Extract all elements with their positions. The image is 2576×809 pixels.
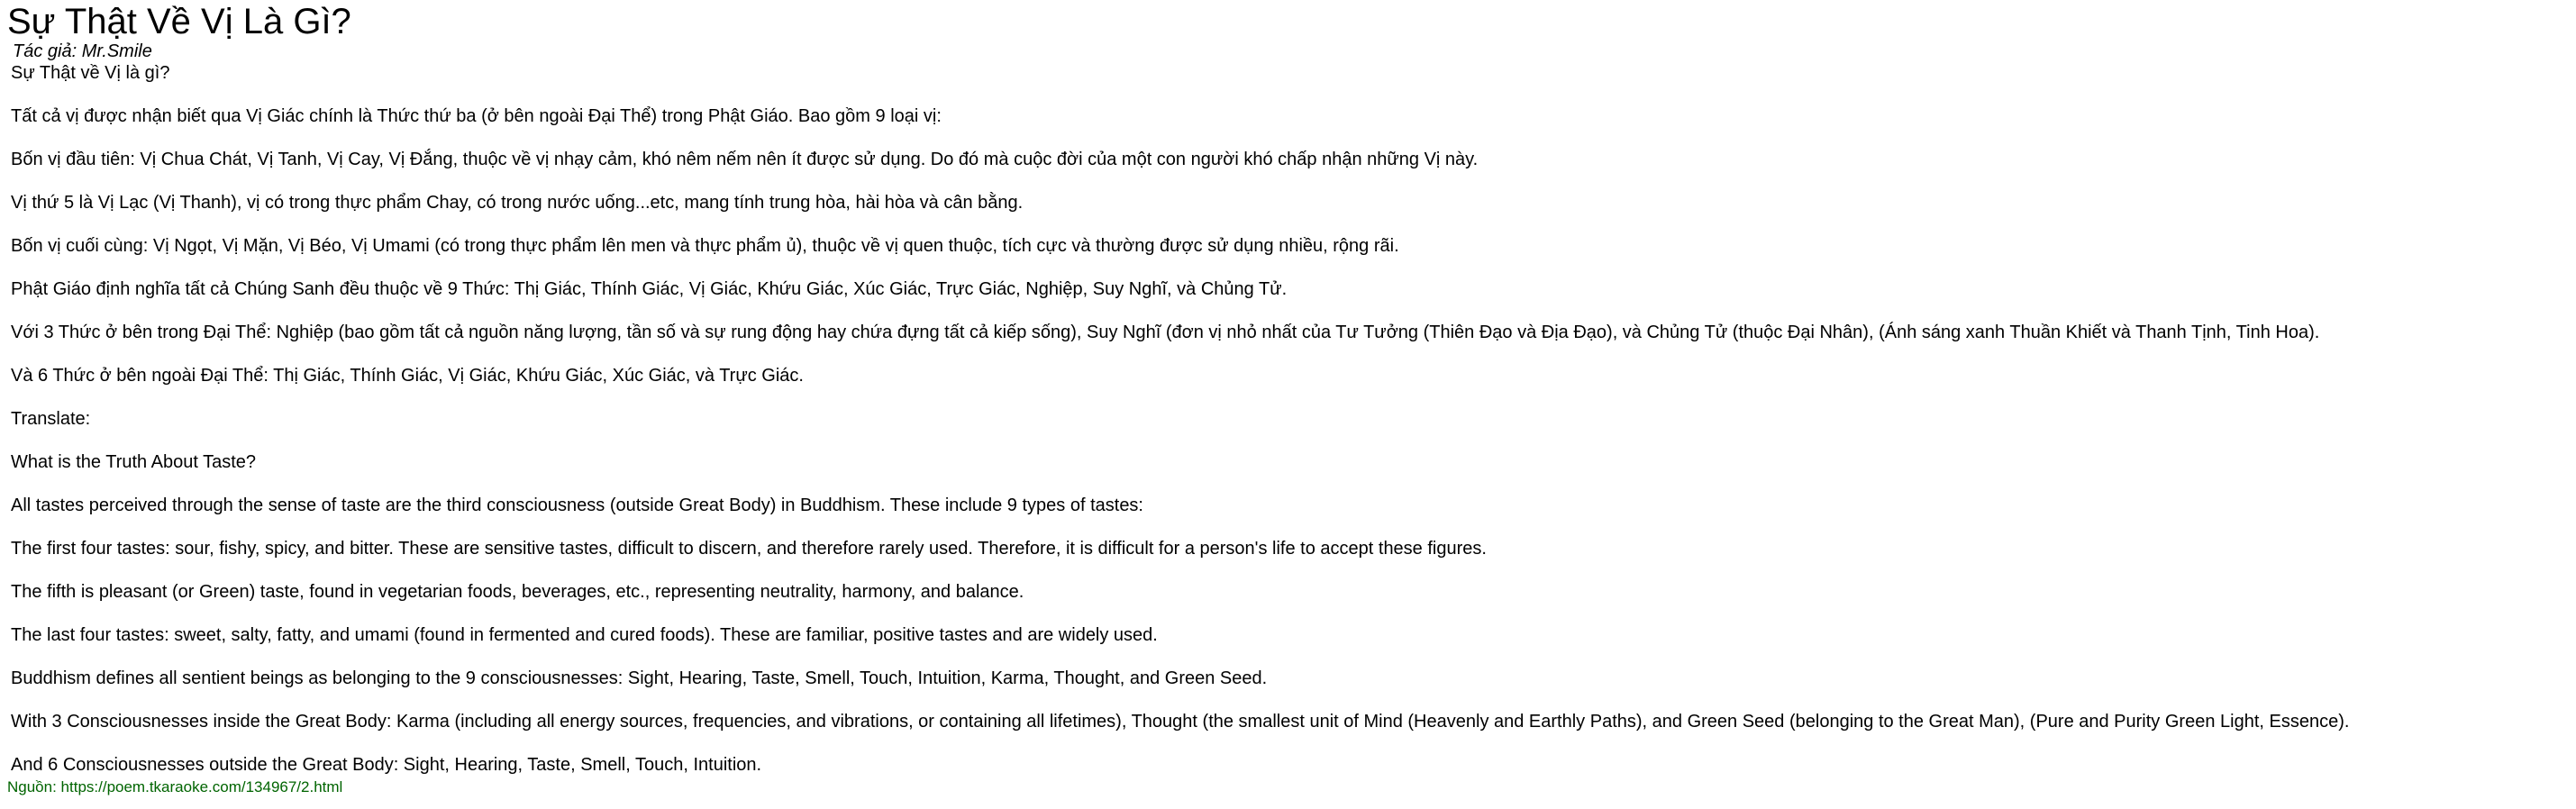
- paragraph: Và 6 Thức ở bên ngoài Đại Thể: Thị Giác, Thính Giác, Vị Giác, Khứu Giác, Xúc Giác, và Trực Giác.: [11, 366, 804, 386]
- author-line: Tác giả: Mr.Smile: [13, 41, 152, 61]
- paragraph: Với 3 Thức ở bên trong Đại Thể: Nghiệp (bao gồm tất cả nguồn năng lượng, tần số và sự rung động hay chứa đựng tất cả kiếp sống), Suy Nghĩ (đơn vị nhỏ nhất của Tư Tưởng (Thiên Đạo và Địa Đạo), và Chủng Tử (thuộc Đại Nhân), (Ánh sáng xanh Thuần Khiết và Thanh Tịnh, Tinh Hoa).: [11, 323, 2320, 342]
- paragraph: All tastes perceived through the sense of taste are the third consciousness (outside Great Body) in Buddhism. These include 9 types of tastes:: [11, 495, 1143, 515]
- paragraph: Translate:: [11, 409, 91, 429]
- paragraph: With 3 Consciousnesses inside the Great Body: Karma (including all energy sources, frequencies, and vibrations, or containing all lifetimes), Thought (the smallest unit of Mind (Heavenly and Earthly Paths), and Green Seed (belonging to the Great Man), (Pure and Purity Green Light, Essence).: [11, 712, 2350, 732]
- page-title: Sự Thật Về Vị Là Gì?: [7, 2, 351, 41]
- paragraph: Phật Giáo định nghĩa tất cả Chúng Sanh đều thuộc về 9 Thức: Thị Giác, Thính Giác, Vị Giác, Khứu Giác, Xúc Giác, Trực Giác, Nghiệp, Suy Nghĩ, và Chủng Tử.: [11, 279, 1288, 299]
- paragraph: Bốn vị đầu tiên: Vị Chua Chát, Vị Tanh, Vị Cay, Vị Đắng, thuộc về vị nhạy cảm, khó nêm nếm nên ít được sử dụng. Do đó mà cuộc đời của một con người khó chấp nhận những Vị này.: [11, 150, 1479, 169]
- paragraph: Buddhism defines all sentient beings as belonging to the 9 consciousnesses: Sight, Hearing, Taste, Smell, Touch, Intuition, Karma, Thought, and Green Seed.: [11, 668, 1268, 688]
- paragraph: Bốn vị cuối cùng: Vị Ngọt, Vị Mặn, Vị Béo, Vị Umami (có trong thực phẩm lên men và thực phẩm ủ), thuộc về vị quen thuộc, tích cực và thường được sử dụng nhiều, rộng rãi.: [11, 236, 1399, 256]
- source-line: [7, 778, 2576, 796]
- source-label: Nguồn:: [7, 778, 61, 795]
- paragraph: Sự Thật về Vị là gì?: [11, 63, 170, 83]
- paragraph: And 6 Consciousnesses outside the Great Body: Sight, Hearing, Taste, Smell, Touch, Intuition.: [11, 755, 762, 775]
- paragraph: The first four tastes: sour, fishy, spicy, and bitter. These are sensitive tastes, difficult to discern, and therefore rarely used. Therefore, it is difficult for a person's life to accept these figures.: [11, 539, 1487, 559]
- paragraph: Vị thứ 5 là Vị Lạc (Vị Thanh), vị có trong thực phẩm Chay, có trong nước uống...etc, mang tính trung hòa, hài hòa và cân bằng.: [11, 193, 1024, 213]
- paragraph: Tất cả vị được nhận biết qua Vị Giác chính là Thức thứ ba (ở bên ngoài Đại Thể) trong Phật Giáo. Bao gồm 9 loại vị:: [11, 106, 942, 126]
- paragraph: The last four tastes: sweet, salty, fatty, and umami (found in fermented and cured foods). These are familiar, positive tastes and are widely used.: [11, 625, 1158, 645]
- source-link[interactable]: https://poem.tkaraoke.com/134967/2.html: [60, 778, 343, 795]
- paragraph: What is the Truth About Taste?: [11, 452, 257, 472]
- paragraph: The fifth is pleasant (or Green) taste, found in vegetarian foods, beverages, etc., representing neutrality, harmony, and balance.: [11, 582, 1024, 602]
- article-body: [7, 63, 2576, 775]
